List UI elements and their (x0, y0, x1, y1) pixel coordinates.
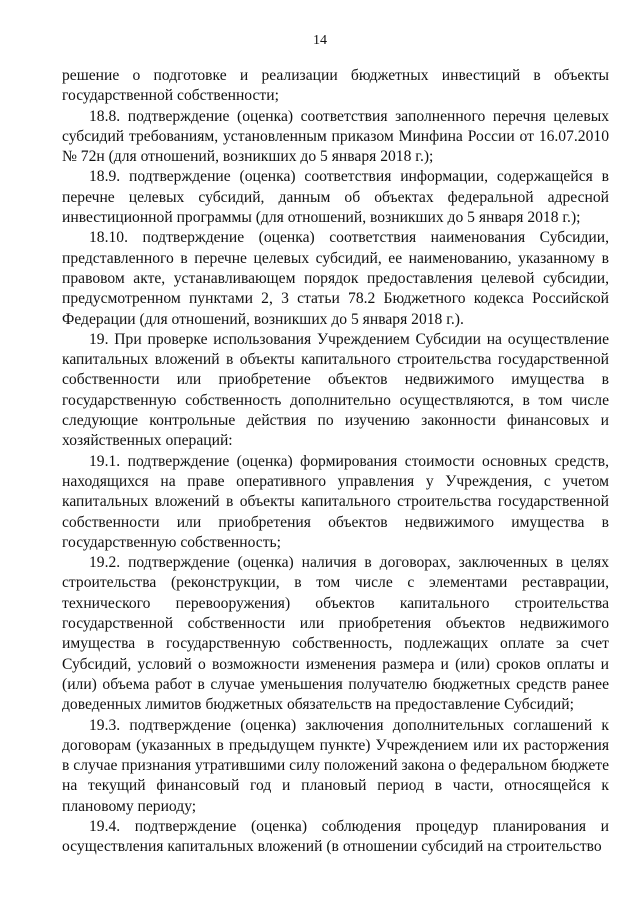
paragraph-19-3: 19.3. подтверждение (оценка) заключения дополнительных соглашений к договорам (указанных в предыдущем пункте) Учреждением или их расторжения в случае признания утратившими силу положений закона о федеральном бюджете на текущий финансовый год и плановый период в части, относящейся к плановому периоду; (62, 716, 609, 815)
paragraph-19-4: 19.4. подтверждение (оценка) соблюдения процедур планирования и осуществления капитальных вложений (в отношении субсидий на строительство (62, 817, 609, 856)
paragraph-18-10: 18.10. подтверждение (оценка) соответствия наименования Субсидии, представленного в перечне целевых субсидий, ее наименованию, указанному в правовом акте, устанавливающем порядок предоставления целевой субсидии, предусмотренном пунктами 2, 3 статьи 78.2 Бюджетного кодекса Российской Федерации (для отношений, возникших до 5 января 2018 г.). (62, 229, 609, 328)
paragraph-19: 19. При проверке использования Учреждением Субсидии на осуществление капитальных вложений в объекты капитального строительства государственной собственности или приобретение объектов недвижимого имущества в государственную собственность дополнительно осуществляются, в том числе следующие контрольные действия по изучению законности финансовых и хозяйственных операций: (62, 330, 609, 450)
paragraph-18-9: 18.9. подтверждение (оценка) соответствия информации, содержащейся в перечне целевых субсидий, данным об объектах федеральной адресной инвестиционной программы (для отношений, возникших до 5 января 2018 г.); (62, 168, 609, 227)
paragraph-18-8: 18.8. подтверждение (оценка) соответствия заполненного перечня целевых субсидий требованиям, установленным приказом Минфина России от 16.07.2010 № 72н (для отношений, возникших до 5 января 2018 г.); (62, 107, 609, 166)
document-body (62, 66, 609, 858)
paragraph-19-2: 19.2. подтверждение (оценка) наличия в договорах, заключенных в целях строительства (реконструкции, в том числе с элементами реставрации, технического перевооружения) объектов капитального строительства государственной собственности или приобретения объектов недвижимого имущества в государственную собственность, подлежащих оплате за счет Субсидий, условий о возможности изменения размера и (или) сроков оплаты и (или) объема работ в случае уменьшения получателю бюджетных средств ранее доведенных лимитов бюджетных обязательств на предоставление Субсидий; (62, 554, 609, 714)
paragraph-continuation: решение о подготовке и реализации бюджетных инвестиций в объекты государственной собственности; (62, 67, 609, 105)
page-number: 14 (313, 33, 327, 48)
paragraph-19-1: 19.1. подтверждение (оценка) формирования стоимости основных средств, находящихся на праве оперативного управления у Учреждения, с учетом капитальных вложений в объекты капитального строительства государственной собственности или приобретения объектов недвижимого имущества в государственную собственность; (62, 452, 609, 551)
